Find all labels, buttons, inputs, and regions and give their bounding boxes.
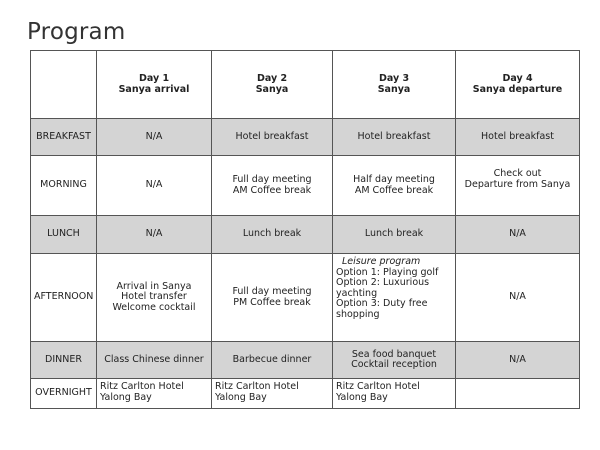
cell-line: Cocktail reception	[351, 359, 437, 370]
cell-line: Full day meeting	[232, 286, 312, 297]
table-cell	[212, 156, 333, 216]
table-cell	[212, 342, 333, 379]
row-label-dinner: DINNER	[31, 342, 97, 379]
table-cell	[333, 156, 456, 216]
cell-line: Arrival in Sanya	[116, 280, 192, 292]
table-cell	[97, 342, 212, 379]
table-cell	[456, 342, 580, 379]
cell-line: Departure from Sanya	[464, 178, 571, 190]
leisure-program-cell	[333, 254, 456, 342]
cell-line: Hotel transfer	[121, 291, 187, 303]
leisure-option: Option 2: Luxurious yachting	[336, 277, 430, 299]
table-cell: Hotel breakfast	[333, 119, 456, 156]
table-cell: Hotel breakfast	[212, 119, 333, 156]
table-cell	[456, 156, 580, 216]
day-header-2	[212, 51, 333, 119]
table-cell	[97, 254, 212, 342]
leisure-heading: Leisure program	[342, 256, 421, 267]
cell-line: N/A	[509, 353, 526, 365]
page-title: Program	[27, 19, 126, 45]
table-cell	[97, 156, 212, 216]
day-header-4	[456, 51, 580, 119]
day-label: Day 4	[502, 73, 533, 84]
row-label-lunch: LUNCH	[31, 216, 97, 254]
cell-line: Half day meeting	[353, 174, 435, 185]
table-cell	[456, 379, 580, 409]
table-cell: Ritz Carlton Hotel Yalong Bay	[333, 379, 456, 409]
table-cell	[212, 254, 333, 342]
row-label-overnight: OVERNIGHT	[31, 379, 97, 409]
cell-line: Welcome cocktail	[112, 301, 196, 313]
dinner-row	[31, 342, 580, 379]
leisure-option: Option 1: Playing golf	[336, 266, 439, 278]
leisure-option: Option 3: Duty free shopping	[336, 298, 428, 320]
overnight-row	[31, 379, 580, 409]
table-cell: N/A	[456, 254, 580, 342]
table-cell: Hotel breakfast	[456, 119, 580, 156]
morning-row	[31, 156, 580, 216]
day-subtitle: Sanya	[377, 83, 411, 95]
cell-line: Full day meeting	[232, 174, 312, 185]
cell-line: Class Chinese dinner	[104, 353, 204, 365]
cell-line: AM Coffee break	[232, 184, 312, 196]
cell-line: PM Coffee break	[233, 296, 311, 308]
table-cell	[333, 342, 456, 379]
cell-line: Sea food banquet	[351, 348, 437, 360]
lunch-row	[31, 216, 580, 254]
corner-cell	[31, 51, 97, 119]
table-cell: N/A	[97, 216, 212, 254]
table-cell: Lunch break	[333, 216, 456, 254]
day-header-1	[97, 51, 212, 119]
row-label-afternoon: AFTERNOON	[31, 254, 97, 342]
table-cell: Lunch break	[212, 216, 333, 254]
day-subtitle: Sanya	[255, 83, 289, 95]
row-label-morning: MORNING	[31, 156, 97, 216]
cell-line: N/A	[145, 179, 163, 191]
day-subtitle: Sanya arrival	[118, 83, 190, 95]
table-cell: Ritz Carlton Hotel Yalong Bay	[97, 379, 212, 409]
day-label: Day 1	[138, 73, 170, 84]
day-label: Day 2	[256, 73, 288, 84]
cell-line: AM Coffee break	[354, 184, 434, 196]
cell-line: Check out	[493, 168, 542, 179]
cell-line: Barbecue dinner	[232, 353, 312, 365]
header-row	[31, 51, 580, 119]
program-table	[30, 50, 580, 409]
table-cell: N/A	[97, 119, 212, 156]
day-label: Day 3	[378, 73, 410, 84]
row-label-breakfast: BREAKFAST	[31, 119, 97, 156]
breakfast-row	[31, 119, 580, 156]
table-cell: Ritz Carlton Hotel Yalong Bay	[212, 379, 333, 409]
table-cell: N/A	[456, 216, 580, 254]
day-header-3	[333, 51, 456, 119]
day-subtitle: Sanya departure	[472, 83, 563, 95]
afternoon-row	[31, 254, 580, 342]
